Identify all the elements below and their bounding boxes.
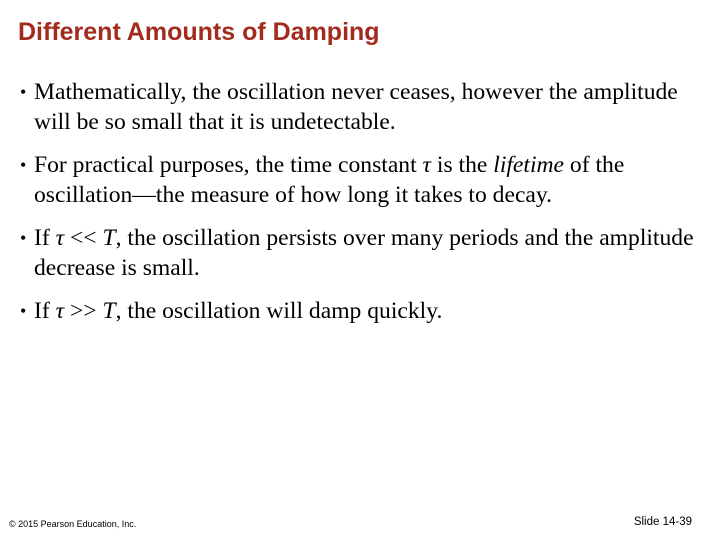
bullet-text: If xyxy=(34,225,56,251)
bullet-item xyxy=(20,296,710,326)
tau-symbol: τ xyxy=(55,225,65,251)
bullet-text: is the xyxy=(431,152,494,178)
bullet-text: , the oscillation persists over many periods and the amplitude decrease is small. xyxy=(34,225,694,281)
period-symbol: T xyxy=(102,225,116,251)
bullet-text: Mathematically, the oscillation never ceases, however the amplitude will be so small that it is undetectable. xyxy=(34,79,678,135)
bullet-item xyxy=(20,150,710,210)
bullet-text: , the oscillation will damp quickly. xyxy=(115,298,443,324)
lifetime-term: lifetime xyxy=(493,152,565,178)
slide-title: Different Amounts of Damping xyxy=(18,18,380,46)
copyright-notice: © 2015 Pearson Education, Inc. xyxy=(9,519,137,529)
bullet-text: If xyxy=(34,298,56,324)
bullet-item xyxy=(20,77,710,137)
period-symbol: T xyxy=(102,298,116,324)
bullet-list xyxy=(20,77,710,339)
bullet-text: For practical purposes, the time constant xyxy=(34,152,423,178)
bullet-text: >> xyxy=(64,298,103,324)
bullet-text: << xyxy=(64,225,103,251)
tau-symbol: τ xyxy=(422,152,431,178)
tau-symbol: τ xyxy=(55,298,65,324)
bullet-text: of the oscillation—the measure of how long it takes to decay. xyxy=(34,152,625,208)
slide-number: Slide 14-39 xyxy=(633,516,692,528)
bullet-item xyxy=(20,223,710,283)
